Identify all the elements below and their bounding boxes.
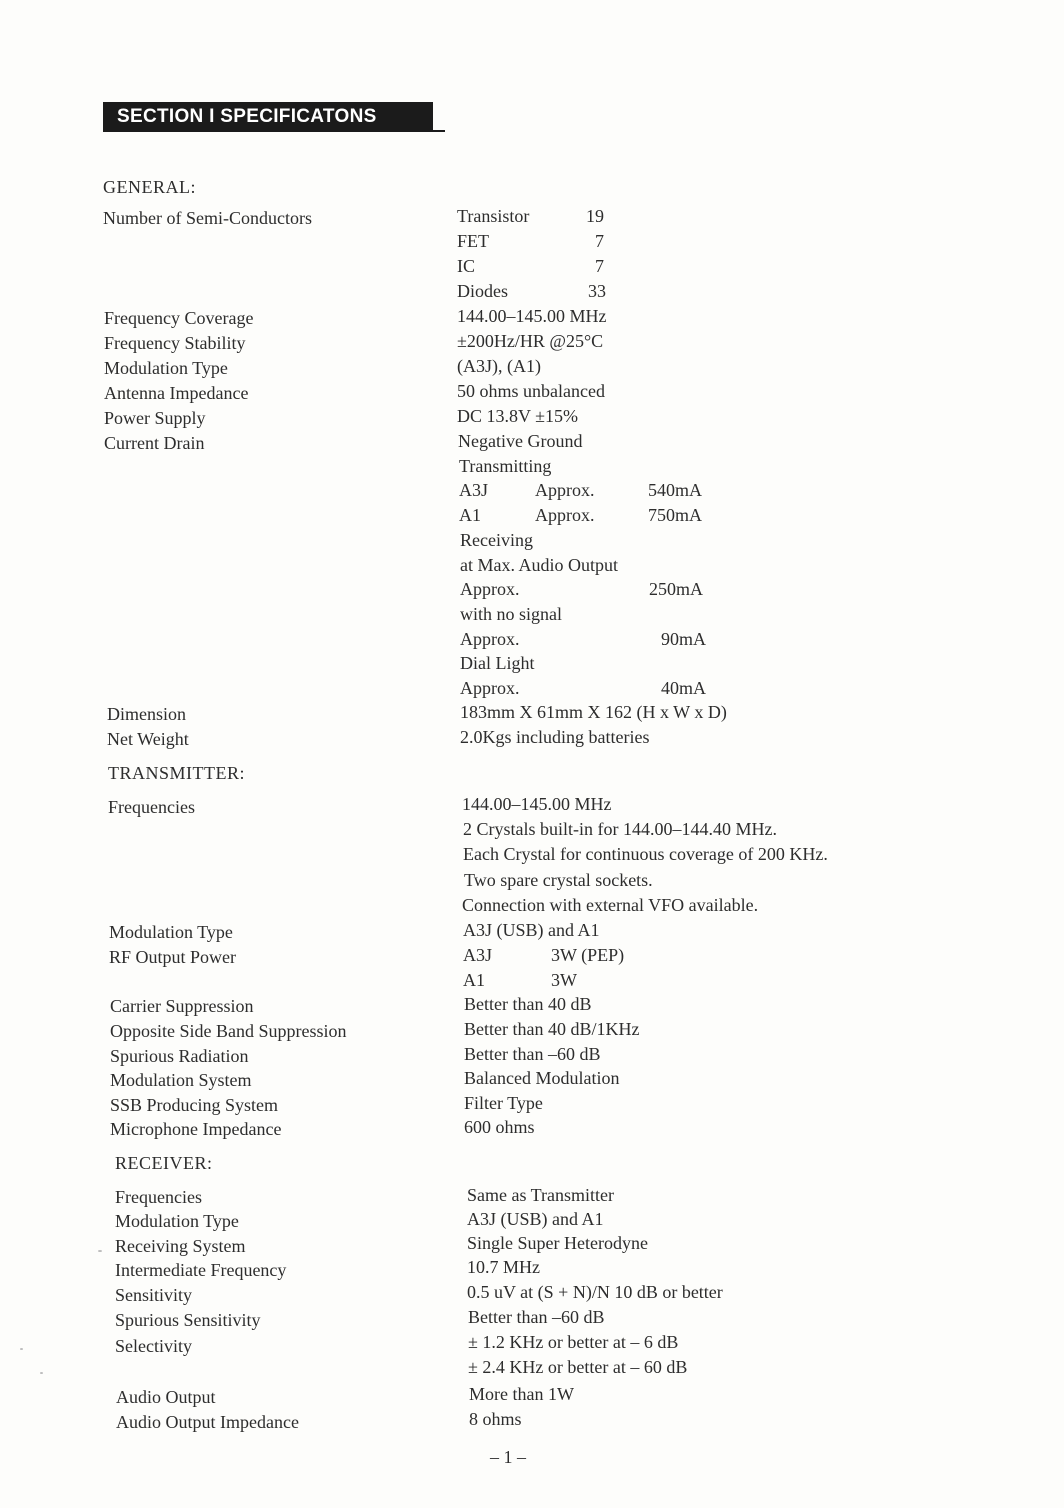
current-value: 40mA [661, 678, 706, 698]
spec-value: ± 2.4 KHz or better at – 60 dB [468, 1357, 688, 1377]
spec-value: ±200Hz/HR @25°C [457, 331, 604, 351]
receiver-heading: RECEIVER: [115, 1153, 213, 1173]
semi-name: IC [457, 256, 475, 276]
spec-value: 600 ohms [464, 1117, 535, 1137]
spec-label: Sensitivity [115, 1285, 193, 1305]
current-approx: Approx. [460, 629, 520, 649]
spec-label: RF Output Power [109, 947, 237, 967]
spec-label: Frequencies [115, 1187, 202, 1207]
spec-value: Connection with external VFO available. [462, 895, 759, 915]
current-approx: Approx. [460, 678, 520, 698]
scan-speck [40, 1372, 43, 1374]
spec-value: A3J (USB) and A1 [467, 1209, 604, 1229]
spec-label: Spurious Radiation [110, 1046, 249, 1066]
semi-count: 33 [588, 281, 606, 301]
spec-value: 144.00–145.00 MHz [457, 306, 607, 326]
rf-value: 3W (PEP) [551, 945, 625, 965]
spec-label: Modulation Type [115, 1211, 239, 1231]
spec-label: Opposite Side Band Suppression [110, 1021, 347, 1041]
spec-value: Same as Transmitter [467, 1185, 614, 1205]
spec-value: Better than –60 dB [464, 1044, 601, 1064]
current-mode: A1 [459, 505, 481, 525]
current-value: 250mA [649, 579, 703, 599]
spec-value: 2.0Kgs including batteries [460, 727, 650, 747]
spec-value: Better than 40 dB/1KHz [464, 1019, 640, 1039]
semi-name: Transistor [457, 206, 530, 226]
spec-value: Two spare crystal sockets. [464, 870, 653, 890]
spec-value: 8 ohms [469, 1409, 522, 1429]
spec-value: ± 1.2 KHz or better at – 6 dB [468, 1332, 679, 1352]
spec-label: Net Weight [107, 729, 189, 749]
section-heading: SECTION I SPECIFICATONS [103, 102, 433, 132]
spec-value: (A3J), (A1) [457, 356, 541, 376]
semi-count: 7 [595, 231, 604, 251]
current-value: 540mA [648, 480, 702, 500]
spec-label: Power Supply [104, 408, 206, 428]
spec-label: SSB Producing System [110, 1095, 279, 1115]
scan-speck [20, 1348, 23, 1350]
rf-mode: A1 [463, 970, 485, 990]
spec-label: Frequency Stability [104, 333, 246, 353]
heading-underline [433, 130, 445, 132]
current-dial-light: Dial Light [460, 653, 535, 673]
scan-speck [98, 1250, 102, 1252]
current-approx: Approx. [460, 579, 520, 599]
spec-label: Intermediate Frequency [115, 1260, 287, 1280]
spec-value: Balanced Modulation [464, 1068, 620, 1088]
spec-value: DC 13.8V ±15% [457, 406, 579, 426]
spec-label: Receiving System [115, 1236, 246, 1256]
current-approx: Approx. [535, 480, 595, 500]
spec-label: Modulation Type [109, 922, 233, 942]
current-transmitting: Transmitting [459, 456, 552, 476]
rf-mode: A3J [463, 945, 493, 965]
current-value: 90mA [661, 629, 706, 649]
spec-value: More than 1W [469, 1384, 574, 1404]
spec-value: A3J (USB) and A1 [463, 920, 600, 940]
page-number: – 1 – [490, 1447, 526, 1467]
spec-label: Modulation Type [104, 358, 228, 378]
spec-label: Carrier Suppression [110, 996, 254, 1016]
spec-label: Frequencies [108, 797, 195, 817]
semiconductors-label: Number of Semi-Conductors [103, 208, 312, 228]
spec-label: Dimension [107, 704, 186, 724]
current-receiving: Receiving [460, 530, 533, 550]
current-mode: A3J [459, 480, 489, 500]
transmitter-heading: TRANSMITTER: [108, 763, 246, 783]
spec-label: Audio Output [116, 1387, 216, 1407]
spec-label: Frequency Coverage [104, 308, 254, 328]
spec-value: Each Crystal for continuous coverage of 200 KHz. [463, 844, 828, 864]
rf-value: 3W [551, 970, 577, 990]
spec-label: Microphone Impedance [110, 1119, 282, 1139]
spec-label: Current Drain [104, 433, 205, 453]
spec-value: Better than –60 dB [468, 1307, 605, 1327]
current-approx: Approx. [535, 505, 595, 525]
spec-value: Negative Ground [458, 431, 583, 451]
general-heading: GENERAL: [103, 177, 196, 197]
semi-count: 19 [586, 206, 604, 226]
spec-value: 10.7 MHz [467, 1257, 540, 1277]
spec-value: 183mm X 61mm X 162 (H x W x D) [460, 702, 727, 722]
current-value: 750mA [648, 505, 702, 525]
spec-value: 144.00–145.00 MHz [462, 794, 612, 814]
spec-label: Selectivity [115, 1336, 192, 1356]
spec-label: Audio Output Impedance [116, 1412, 299, 1432]
spec-value: Single Super Heterodyne [467, 1233, 648, 1253]
spec-label: Spurious Sensitivity [115, 1310, 261, 1330]
spec-value: Better than 40 dB [464, 994, 592, 1014]
current-max-audio: at Max. Audio Output [460, 555, 618, 575]
spec-value: 2 Crystals built-in for 144.00–144.40 MHz. [463, 819, 777, 839]
semi-name: Diodes [457, 281, 508, 301]
semi-count: 7 [595, 256, 604, 276]
spec-value: 0.5 uV at (S + N)/N 10 dB or better [467, 1282, 723, 1302]
spec-value: 50 ohms unbalanced [457, 381, 605, 401]
current-no-signal: with no signal [460, 604, 562, 624]
spec-label: Antenna Impedance [104, 383, 249, 403]
semi-name: FET [457, 231, 490, 251]
spec-label: Modulation System [110, 1070, 252, 1090]
spec-value: Filter Type [464, 1093, 543, 1113]
